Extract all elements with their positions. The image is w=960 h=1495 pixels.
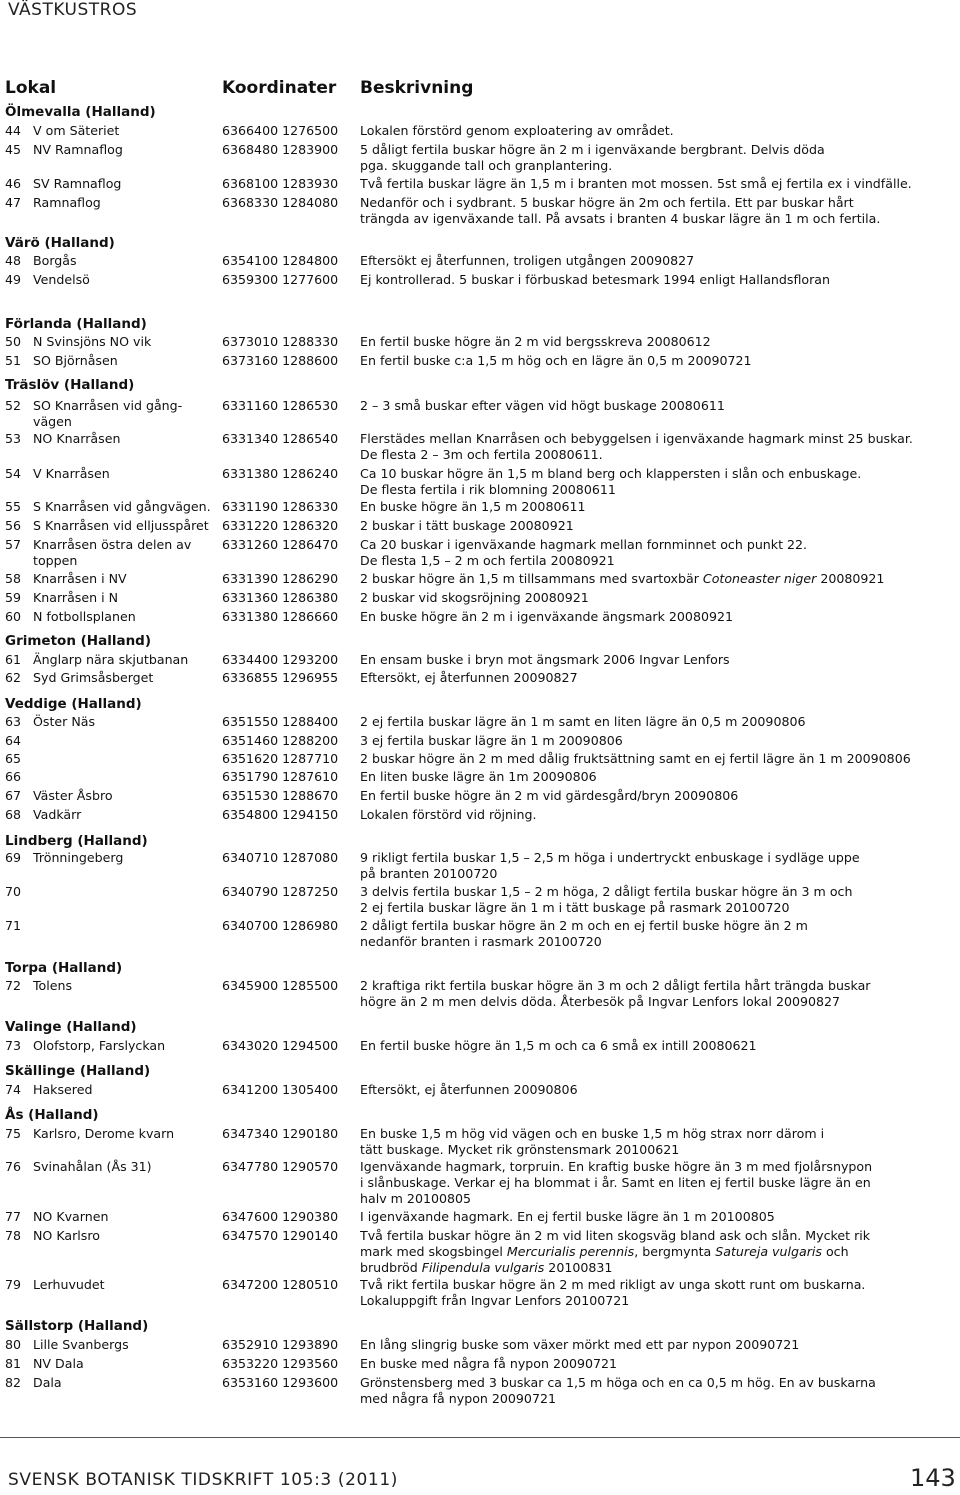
- description-line: I igenväxande hagmark. En ej fertil buske lägre än 1 m 20100805: [360, 1209, 775, 1224]
- locality-name: [33, 1209, 219, 1225]
- coordinates: 6368480 1283900: [222, 142, 339, 157]
- locality-name-line: Änglarp nära skjutbanan: [33, 652, 189, 667]
- locality-name: [33, 788, 219, 804]
- coordinates: 6345900 1285500: [222, 978, 339, 993]
- description-line: En fertil buske c:a 1,5 m hög och en lägre än 0,5 m 20090721: [360, 353, 752, 368]
- description-line: De flesta 2 – 3m och fertila 20080611.: [360, 447, 603, 462]
- description: [360, 1038, 955, 1054]
- description-line: 2 ej fertila buskar lägre än 1 m i tätt buskage på rasmark 20100720: [360, 900, 790, 915]
- locality-number: 64: [5, 733, 22, 748]
- locality-number: 82: [5, 1375, 22, 1390]
- locality-number: 67: [5, 788, 22, 803]
- locality-name: [33, 334, 219, 350]
- description-line: pga. skuggande tall och granplantering.: [360, 158, 613, 173]
- locality-number: 56: [5, 518, 22, 533]
- description: [360, 918, 955, 950]
- locality-number: 52: [5, 398, 22, 413]
- description-line: En buske högre än 2 m i igenväxande ängsmark 20080921: [360, 609, 734, 624]
- description-line: 2 buskar högre än 2 m med dålig fruktsättning samt en ej fertil lägre än 1 m 20090806: [360, 751, 911, 766]
- description-line: En fertil buske högre än 2 m vid bergsskreva 20080612: [360, 334, 711, 349]
- description: [360, 884, 955, 916]
- description-line: Nedanför och i sydbrant. 5 buskar högre än 2m och fertila. Ett par buskar hårt: [360, 195, 854, 210]
- locality-name-line: Knarråsen i NV: [33, 571, 127, 586]
- description: [360, 1082, 955, 1098]
- locality-name-line: Syd Grimsåsberget: [33, 670, 154, 685]
- description-line: mark med skogsbingel Mercurialis perennis, bergmynta Satureja vulgaris och: [360, 1244, 849, 1259]
- locality-name: [33, 978, 219, 994]
- description-line: En buske högre än 1,5 m 20080611: [360, 499, 586, 514]
- description: [360, 1356, 955, 1372]
- locality-number: 80: [5, 1337, 22, 1352]
- locality-name: [33, 670, 219, 686]
- locality-name-line: S Knarråsen vid elljusspåret: [33, 518, 209, 533]
- locality-name-line: SO Björnåsen: [33, 353, 118, 368]
- locality-name-line: Olofstorp, Farslyckan: [33, 1038, 166, 1053]
- description-line: Ej kontrollerad. 5 buskar i förbuskad betesmark 1994 enligt Hallandsfloran: [360, 272, 830, 287]
- locality-name: [33, 253, 219, 269]
- locality-name: [33, 499, 219, 515]
- description-line: En buske 1,5 m hög vid vägen och en buske 1,5 m hög strax norr därom i: [360, 1126, 825, 1141]
- description-line: 2 dåligt fertila buskar högre än 2 m och en ej fertil buske högre än 2 m: [360, 918, 808, 933]
- locality-name: [33, 123, 219, 139]
- description-line: i slånbuskage. Verkar ej ha blommat i år. Samt en liten ej fertil buske lägre än en: [360, 1175, 871, 1190]
- description-line: Två fertila buskar lägre än 1,5 m i branten mot mossen. 5st små ej fertila ex i vindfälle.: [360, 176, 912, 191]
- description: [360, 1159, 955, 1207]
- description-line: De flesta fertila i rik blomning 20080611: [360, 482, 616, 497]
- column-header-beskrivning: Beskrivning: [360, 78, 474, 98]
- description: [360, 466, 955, 498]
- locality-name-line: V om Säteriet: [33, 123, 120, 138]
- description-line: högre än 2 m men delvis döda. Återbesök på Ingvar Lenfors lokal 20090827: [360, 994, 841, 1009]
- parish-heading: Grimeton (Halland): [5, 633, 152, 649]
- coordinates: 6331390 1286290: [222, 571, 339, 586]
- coordinates: 6354800 1294150: [222, 807, 339, 822]
- coordinates: 6351790 1287610: [222, 769, 339, 784]
- locality-name: [33, 807, 219, 823]
- locality-name-line: Knarråsen i N: [33, 590, 119, 605]
- locality-number: 59: [5, 590, 22, 605]
- description: [360, 652, 955, 668]
- locality-number: 71: [5, 918, 22, 933]
- description-line: på branten 20100720: [360, 866, 498, 881]
- locality-name: [33, 590, 219, 606]
- locality-name-line: Väster Åsbro: [33, 788, 113, 803]
- locality-number: 61: [5, 652, 22, 667]
- locality-name-line: Karlsro, Derome kvarn: [33, 1126, 175, 1141]
- locality-name-line: Vadkärr: [33, 807, 82, 822]
- locality-number: 45: [5, 142, 22, 157]
- locality-name-line: NO Kvarnen: [33, 1209, 109, 1224]
- description: [360, 714, 955, 730]
- coordinates: 6359300 1277600: [222, 272, 339, 287]
- parish-heading: Lindberg (Halland): [5, 833, 148, 849]
- coordinates: 6368330 1284080: [222, 195, 339, 210]
- locality-name-line: SV Ramnaflog: [33, 176, 122, 191]
- locality-name: [33, 398, 219, 430]
- description-line: En fertil buske högre än 1,5 m och ca 6 små ex intill 20080621: [360, 1038, 757, 1053]
- coordinates: 6347200 1280510: [222, 1277, 339, 1292]
- description: [360, 670, 955, 686]
- locality-number: 81: [5, 1356, 22, 1371]
- locality-name-line: Trönningeberg: [33, 850, 124, 865]
- coordinates: 6351460 1288200: [222, 733, 339, 748]
- locality-name-line: toppen: [33, 553, 78, 568]
- description: [360, 142, 955, 174]
- locality-number: 69: [5, 850, 22, 865]
- parish-heading: Förlanda (Halland): [5, 316, 147, 332]
- description-line: Lokaluppgift från Ingvar Lenfors 20100721: [360, 1293, 630, 1308]
- locality-name: [33, 609, 219, 625]
- description: [360, 1228, 955, 1276]
- coordinates: 6347570 1290140: [222, 1228, 339, 1243]
- description-line: De flesta 1,5 – 2 m och fertila 20080921: [360, 553, 615, 568]
- locality-number: 47: [5, 195, 22, 210]
- description-line: brudbröd Filipendula vulgaris 20100831: [360, 1260, 613, 1275]
- locality-number: 79: [5, 1277, 22, 1292]
- description-line: Igenväxande hagmark, torpruin. En kraftig buske högre än 3 m med fjolårsnypon: [360, 1159, 873, 1174]
- locality-number: 54: [5, 466, 22, 481]
- locality-name: [33, 537, 219, 569]
- description-line: Två fertila buskar högre än 2 m vid liten skogsväg bland ask och slån. Mycket rik: [360, 1228, 871, 1243]
- description: [360, 1277, 955, 1309]
- coordinates: 6331380 1286660: [222, 609, 339, 624]
- locality-name: [33, 571, 219, 587]
- locality-name: [33, 518, 219, 534]
- description-line: Eftersökt, ej återfunnen 20090827: [360, 670, 578, 685]
- description: [360, 1126, 955, 1158]
- coordinates: 6347780 1290570: [222, 1159, 339, 1174]
- locality-name: [33, 1277, 219, 1293]
- locality-number: 62: [5, 670, 22, 685]
- description-line: 9 rikligt fertila buskar 1,5 – 2,5 m höga i undertryckt enbuskage i sydläge uppe: [360, 850, 860, 865]
- locality-name: [33, 431, 219, 447]
- coordinates: 6343020 1294500: [222, 1038, 339, 1053]
- locality-number: 49: [5, 272, 22, 287]
- description-line: 2 kraftiga rikt fertila buskar högre än 3 m och 2 dåligt fertila hårt trängda buskar: [360, 978, 871, 993]
- coordinates: 6373160 1288600: [222, 353, 339, 368]
- coordinates: 6366400 1276500: [222, 123, 339, 138]
- coordinates: 6340710 1287080: [222, 850, 339, 865]
- locality-name-line: Tolens: [33, 978, 73, 993]
- parish-heading: Skällinge (Halland): [5, 1063, 151, 1079]
- parish-heading: Veddige (Halland): [5, 696, 142, 712]
- locality-number: 58: [5, 571, 22, 586]
- coordinates: 6331360 1286380: [222, 590, 339, 605]
- description: [360, 518, 955, 534]
- locality-name: [33, 850, 219, 866]
- description-line: 2 buskar vid skogsröjning 20080921: [360, 590, 589, 605]
- description: [360, 733, 955, 749]
- locality-number: 57: [5, 537, 22, 552]
- coordinates: 6331160 1286530: [222, 398, 339, 413]
- description: [360, 1337, 955, 1353]
- parish-heading: Ås (Halland): [5, 1107, 99, 1123]
- locality-name-line: Knarråsen östra delen av: [33, 537, 192, 552]
- description: [360, 398, 955, 414]
- locality-name: [33, 1038, 219, 1054]
- description-line: Lokalen förstörd vid röjning.: [360, 807, 537, 822]
- locality-name: [33, 353, 219, 369]
- coordinates: 6353160 1293600: [222, 1375, 339, 1390]
- description-line: Eftersökt, ej återfunnen 20090806: [360, 1082, 578, 1097]
- locality-name-line: Öster Näs: [33, 714, 96, 729]
- description: [360, 807, 955, 823]
- locality-name: [33, 1337, 219, 1353]
- species-name: Cotoneaster niger: [702, 571, 817, 586]
- locality-number: 63: [5, 714, 22, 729]
- description: [360, 571, 955, 587]
- description: [360, 788, 955, 804]
- description-line: 2 ej fertila buskar lägre än 1 m samt en liten lägre än 0,5 m 20090806: [360, 714, 806, 729]
- description-line: Två rikt fertila buskar högre än 2 m med rikligt av unga skott runt om buskarna.: [360, 1277, 866, 1292]
- locality-name: [33, 176, 219, 192]
- locality-number: 65: [5, 751, 22, 766]
- coordinates: 6351550 1288400: [222, 714, 339, 729]
- locality-number: 44: [5, 123, 22, 138]
- parish-heading: Valinge (Halland): [5, 1019, 137, 1035]
- locality-number: 75: [5, 1126, 22, 1141]
- description: [360, 537, 955, 569]
- description: [360, 1375, 955, 1407]
- coordinates: 6336855 1296955: [222, 670, 339, 685]
- locality-name-line: Svinahålan (Ås 31): [33, 1159, 152, 1174]
- parish-heading: Värö (Halland): [5, 235, 115, 251]
- locality-name-line: Lerhuvudet: [33, 1277, 105, 1292]
- description-line: En lång slingrig buske som växer mörkt med ett par nypon 20090721: [360, 1337, 800, 1352]
- locality-number: 74: [5, 1082, 22, 1097]
- locality-name-line: NV Ramnaflog: [33, 142, 123, 157]
- locality-name-line: NO Karlsro: [33, 1228, 100, 1243]
- description-line: med några få nypon 20090721: [360, 1391, 556, 1406]
- locality-number: 53: [5, 431, 22, 446]
- locality-name: [33, 466, 219, 482]
- description: [360, 1209, 955, 1225]
- coordinates: 6331220 1286320: [222, 518, 339, 533]
- column-header-koordinater: Koordinater: [222, 78, 337, 98]
- locality-name-line: NV Dala: [33, 1356, 84, 1371]
- coordinates: 6351530 1288670: [222, 788, 339, 803]
- locality-name: [33, 1228, 219, 1244]
- locality-name: [33, 1126, 219, 1142]
- locality-name: [33, 1356, 219, 1372]
- description-line: 2 – 3 små buskar efter vägen vid högt buskage 20080611: [360, 398, 725, 413]
- locality-number: 46: [5, 176, 22, 191]
- locality-name-line: Ramnaflog: [33, 195, 101, 210]
- locality-name: [33, 195, 219, 211]
- description-line: En liten buske lägre än 1m 20090806: [360, 769, 597, 784]
- locality-number: 73: [5, 1038, 22, 1053]
- species-name: Filipendula vulgaris: [421, 1260, 545, 1275]
- description-line: Lokalen förstörd genom exploatering av området.: [360, 123, 674, 138]
- locality-number: 48: [5, 253, 22, 268]
- description: [360, 431, 955, 463]
- parish-heading: Ölmevalla (Halland): [5, 104, 156, 120]
- species-name: Mercurialis perennis: [506, 1244, 635, 1259]
- description: [360, 609, 955, 625]
- description-text: 2 buskar högre än 1,5 m tillsammans med svartoxbär: [360, 571, 703, 586]
- description: [360, 272, 955, 288]
- locality-name: [33, 714, 219, 730]
- locality-number: 60: [5, 609, 22, 624]
- coordinates: 6347600 1290380: [222, 1209, 339, 1224]
- locality-number: 68: [5, 807, 22, 822]
- locality-name-line: SO Knarråsen vid gång-: [33, 398, 183, 413]
- description: [360, 499, 955, 515]
- description-line: Flerstädes mellan Knarråsen och bebyggelsen i igenväxande hagmark minst 25 buskar.: [360, 431, 913, 446]
- locality-number: 51: [5, 353, 22, 368]
- locality-name: [33, 652, 219, 668]
- locality-name: [33, 1375, 219, 1391]
- description-line: En ensam buske i bryn mot ängsmark 2006 Ingvar Lenfors: [360, 652, 730, 667]
- description-line: 3 ej fertila buskar lägre än 1 m 20090806: [360, 733, 623, 748]
- description-line: Ca 20 buskar i igenväxande hagmark mellan fornminnet och punkt 22.: [360, 537, 808, 552]
- description-line: Ca 10 buskar högre än 1,5 m bland berg och klappersten i slån och enbuskage.: [360, 466, 862, 481]
- coordinates: 6331380 1286240: [222, 466, 339, 481]
- description: [360, 850, 955, 882]
- description-line: En fertil buske högre än 2 m vid gärdesgård/bryn 20090806: [360, 788, 739, 803]
- coordinates: 6352910 1293890: [222, 1337, 339, 1352]
- locality-number: 76: [5, 1159, 22, 1174]
- locality-number: 70: [5, 884, 22, 899]
- description-line: nedanför branten i rasmark 20100720: [360, 934, 602, 949]
- description: [360, 176, 955, 192]
- species-name: Satureja vulgaris: [715, 1244, 822, 1259]
- parish-heading: Träslöv (Halland): [5, 377, 135, 393]
- locality-name-line: N fotbollsplanen: [33, 609, 136, 624]
- description-line: 3 delvis fertila buskar 1,5 – 2 m höga, 2 dåligt fertila buskar högre än 3 m och: [360, 884, 853, 899]
- locality-number: 66: [5, 769, 22, 784]
- description-line: En buske med några få nypon 20090721: [360, 1356, 618, 1371]
- description: [360, 195, 955, 227]
- coordinates: 6331340 1286540: [222, 431, 339, 446]
- locality-name-line: Lille Svanbergs: [33, 1337, 129, 1352]
- locality-number: 72: [5, 978, 22, 993]
- coordinates: 6334400 1293200: [222, 652, 339, 667]
- locality-name-line: Borgås: [33, 253, 77, 268]
- locality-number: 50: [5, 334, 22, 349]
- coordinates: 6340700 1286980: [222, 918, 339, 933]
- coordinates: 6347340 1290180: [222, 1126, 339, 1141]
- locality-name-line: Haksered: [33, 1082, 93, 1097]
- locality-name: [33, 1082, 219, 1098]
- section-header: VÄSTKUSTROS: [8, 0, 138, 20]
- description: [360, 978, 955, 1010]
- locality-name: [33, 142, 219, 158]
- locality-name-line: NO Knarråsen: [33, 431, 121, 446]
- description: [360, 253, 955, 269]
- locality-name-line: Vendelsö: [33, 272, 90, 287]
- coordinates: 6368100 1283930: [222, 176, 339, 191]
- description-line: halv m 20100805: [360, 1191, 472, 1206]
- locality-name: [33, 1159, 219, 1175]
- locality-name-line: vägen: [33, 414, 72, 429]
- coordinates: 6331190 1286330: [222, 499, 339, 514]
- parish-heading: Sällstorp (Halland): [5, 1318, 149, 1334]
- parish-heading: Torpa (Halland): [5, 960, 123, 976]
- coordinates: 6353220 1293560: [222, 1356, 339, 1371]
- locality-number: 55: [5, 499, 22, 514]
- description: [360, 751, 955, 767]
- journal-title: SVENSK BOTANISK TIDSKRIFT 105:3 (2011): [8, 1470, 398, 1490]
- coordinates: 6341200 1305400: [222, 1082, 339, 1097]
- description: [360, 334, 955, 350]
- locality-name-line: N Svinsjöns NO vik: [33, 334, 152, 349]
- coordinates: 6340790 1287250: [222, 884, 339, 899]
- description-line: 2 buskar i tätt buskage 20080921: [360, 518, 574, 533]
- page-number: 143: [910, 1464, 956, 1492]
- locality-name-line: V Knarråsen: [33, 466, 110, 481]
- locality-name-line: Dala: [33, 1375, 62, 1390]
- locality-name-line: S Knarråsen vid gångvägen.: [33, 499, 211, 514]
- locality-number: 78: [5, 1228, 22, 1243]
- column-header-lokal: Lokal: [5, 78, 57, 98]
- description: [360, 590, 955, 606]
- locality-name: [33, 272, 219, 288]
- description-line: Grönstensberg med 3 buskar ca 1,5 m höga och en ca 0,5 m hög. En av buskarna: [360, 1375, 876, 1390]
- description-line: trängda av igenväxande tall. På avsats i branten 4 buskar lägre än 1 m och fertila.: [360, 211, 881, 226]
- description: [360, 123, 955, 139]
- description: [360, 769, 955, 785]
- description-line: 5 dåligt fertila buskar högre än 2 m i igenväxande bergbrant. Delvis döda: [360, 142, 825, 157]
- coordinates: 6373010 1288330: [222, 334, 339, 349]
- locality-number: 77: [5, 1209, 22, 1224]
- footer-rule: [0, 1437, 960, 1438]
- description: [360, 353, 955, 369]
- description-text: 20080921: [816, 571, 885, 586]
- coordinates: 6351620 1287710: [222, 751, 339, 766]
- description-line: Eftersökt ej återfunnen, troligen utgången 20090827: [360, 253, 695, 268]
- description-line: [360, 571, 955, 587]
- coordinates: 6354100 1284800: [222, 253, 339, 268]
- description-line: tätt buskage. Mycket rik grönstensmark 20100621: [360, 1142, 680, 1157]
- coordinates: 6331260 1286470: [222, 537, 339, 552]
